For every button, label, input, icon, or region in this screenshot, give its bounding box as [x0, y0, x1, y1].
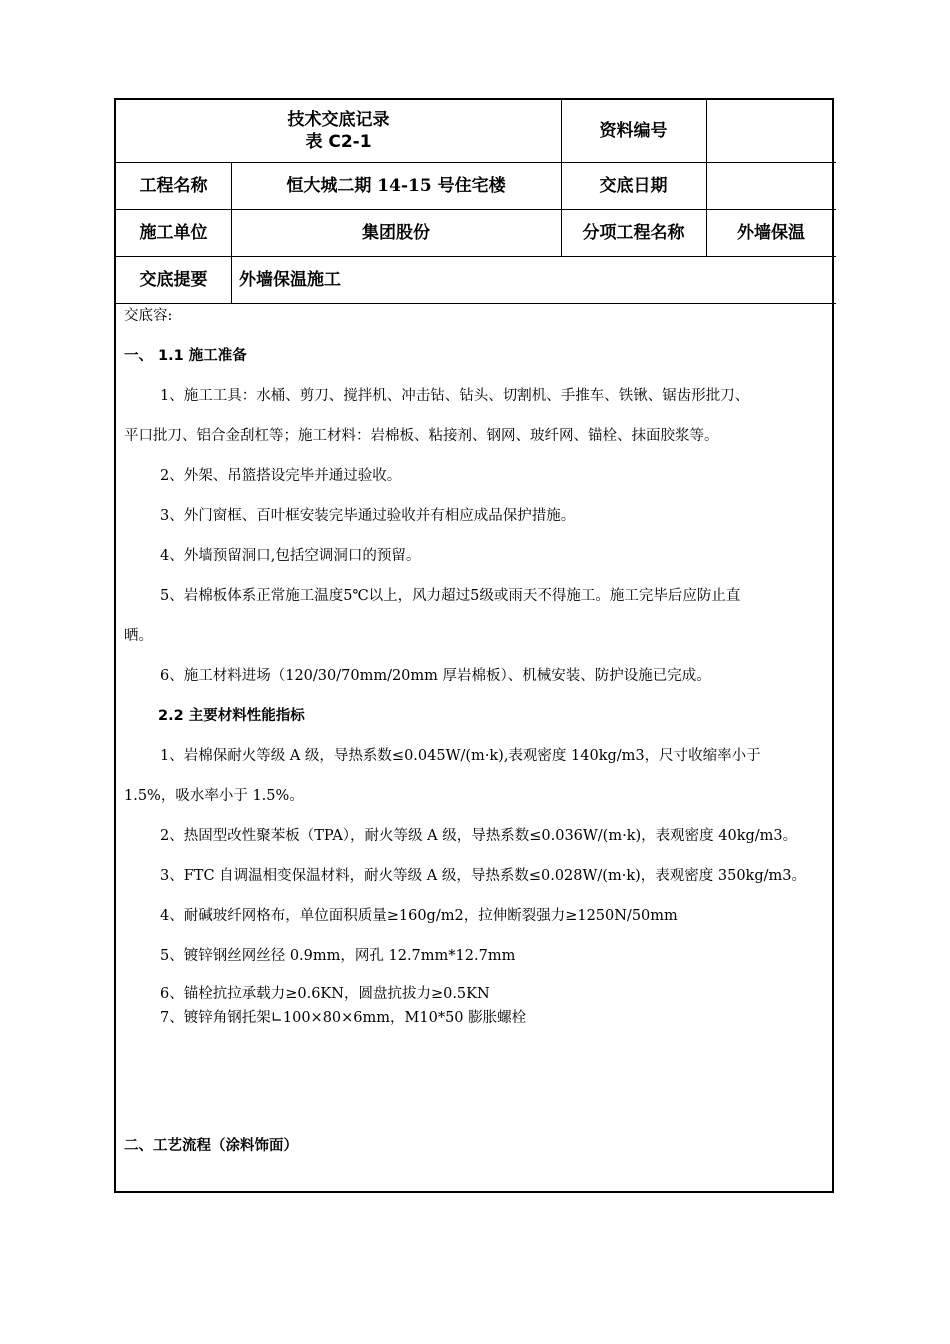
- table-divider: [116, 303, 836, 304]
- material-line: 5、镀锌钢丝网丝径 0.9mm，网孔 12.7mm*12.7mm: [160, 948, 516, 964]
- content-intro: 交底容:: [124, 308, 173, 324]
- prep-line: 平口批刀、铝合金刮杠等；施工材料：岩棉板、粘接剂、钢网、玻纤网、锚栓、抹面胶浆等。: [124, 428, 719, 444]
- prep-line: 晒。: [124, 628, 153, 644]
- contractor-value: 集团股份: [362, 222, 430, 243]
- record-title-line2: 表 C2-1: [305, 132, 372, 152]
- material-line: 2、热固型改性聚苯板（TPA），耐火等级 A 级，导热系数≤0.036W/(m·k)，表观密度 40kg/m3。: [160, 828, 798, 844]
- record-title: [116, 100, 561, 162]
- summary-value: 外墙保温施工: [239, 269, 341, 290]
- prep-line: 4、外墙预留洞口,包括空调洞口的预留。: [160, 548, 421, 564]
- material-line: 3、FTC 自调温相变保温材料，耐火等级 A 级，导热系数≤0.028W/(m·k)，表观密度 350kg/m3。: [160, 868, 806, 884]
- material-line: 4、耐碱玻纤网格布，单位面积质量≥160g/m2，拉伸断裂强力≥1250N/50mm: [160, 908, 678, 924]
- doc-no-label: 资料编号: [599, 121, 668, 141]
- section-title-process-flow: 二、工艺流程（涂料饰面）: [124, 1138, 298, 1154]
- section-title-preparation: 一、 1.1 施工准备: [124, 348, 247, 364]
- summary-label: 交底提要: [139, 269, 208, 290]
- project-name-value: 恒大城二期 14-15 号住宅楼: [286, 175, 506, 196]
- date-value: [706, 162, 836, 209]
- material-line: 7、镀锌角钢托架∟100×80×6mm，M10*50 膨胀螺栓: [160, 1010, 527, 1026]
- prep-line: 3、外门窗框、百叶框安装完毕通过验收并有相应成品保护措施。: [160, 508, 576, 524]
- material-line: 6、锚栓抗拉承载力≥0.6KN，圆盘抗拔力≥0.5KN: [160, 986, 490, 1002]
- subproject-label: 分项工程名称: [582, 222, 685, 243]
- disclosure-record-table: [114, 98, 834, 1193]
- contractor-label: 施工单位: [139, 222, 208, 243]
- prep-line: 6、施工材料进场（120/30/70mm/20mm 厚岩棉板）、机械安装、防护设施已完成。: [160, 668, 711, 684]
- doc-no-value: [706, 100, 836, 162]
- material-line: 1、岩棉保耐火等级 A 级，导热系数≤0.045W/(m·k),表观密度 140kg/m3，尺寸收缩率小于: [160, 748, 761, 764]
- section-title-materials: 2.2 主要材料性能指标: [158, 708, 305, 724]
- date-label: 交底日期: [599, 175, 668, 196]
- material-line: 1.5%，吸水率小于 1.5%。: [124, 788, 304, 804]
- prep-line: 1、施工工具：水桶、剪刀、搅拌机、冲击钻、钻头、切割机、手推车、铁锹、锯齿形批刀、: [160, 388, 750, 404]
- prep-line: 5、岩棉板体系正常施工温度5℃以上，风力超过5级或雨天不得施工。施工完毕后应防止直: [160, 588, 741, 604]
- prep-line: 2、外架、吊篮搭设完毕并通过验收。: [160, 468, 402, 484]
- subproject-value: 外墙保温: [737, 222, 805, 243]
- project-name-label: 工程名称: [139, 175, 208, 196]
- record-title-line1: 技术交底记录: [287, 110, 390, 130]
